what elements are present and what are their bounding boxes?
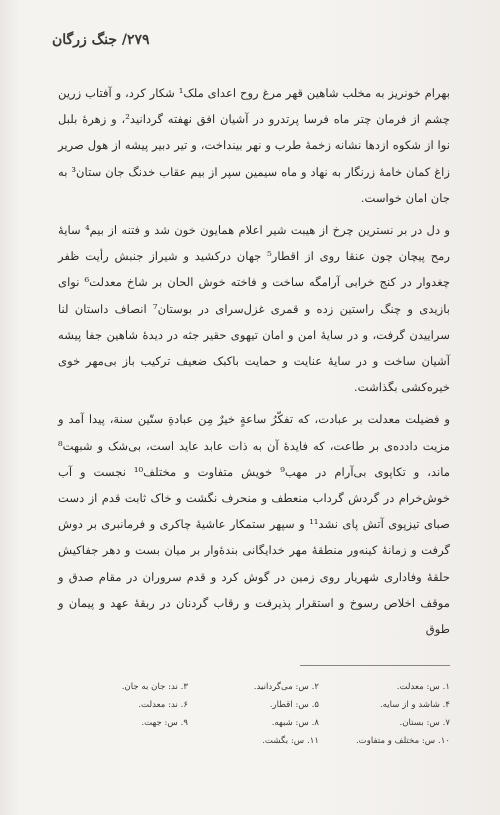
footnote: ۲. س: می‌گردانید.	[253, 682, 319, 692]
footnote: ۱. س: معدلت.	[396, 682, 450, 692]
footnote-row	[58, 734, 450, 752]
footnote: ۱۱. س: بگشت.	[262, 736, 319, 746]
footnotes	[58, 680, 450, 752]
footnote: ۹. س: جهت.	[141, 718, 188, 728]
footnote: ۴. شاشد و از سایه.	[379, 700, 450, 710]
footnote: ۵. س: اقطار.	[269, 700, 319, 710]
paragraph: بهرام خونریز به مخلب شاهین قهر مرغ روح اعدای ملک¹ شکار کرد، و آفتاب زرین چشم از فرمان چتر ماه فرسا پرتدرو در آشیان افق نهفته گردانید²، و زهرهٔ بلبل نوا از شکوه ازدها نشانه زخمهٔ طرب و نهر بینداخت، و تیر دبیر پیشه از هول صریر زاغ کمان خامهٔ زرنگار به نهاد و ماه سیمین سپر از بیم عقاب خدنگ جان ستان³ به جان امان خواست.	[58, 86, 450, 205]
footnote-row	[58, 680, 450, 698]
footnote-row	[58, 716, 450, 734]
page-number-and-title: ۲۷۹/ جنگ زرگان	[52, 32, 150, 48]
paragraph: و دل در بر نسترین چرخ از هیبت شیر اعلام همایون خون شد و فتنه از بیم⁴ سایهٔ رمح پیچان چون عنقا روی از اقطار⁵ جهان درکشید و شیراز جنبش رأیت ظفر چغدوار در کنج خرابی آرامگه ساخت و فاخته خوش الحان بر شاخ معدلت⁶ نوای بازیدی و چنگ راستین زده و قمری غزل‌سرای در بوستان⁷ انصاف داستان لنا سراییدن گرفت، و در سایهٔ امن و امان تیهوی حقیر جثه در دیدهٔ شاهین جفا پیشه آشیان ساخت و در سایهٔ عنایت و حمایت باکبک ضعیف ترکیب باز بی‌مهر خوی خیره‌کشی بگذاشت.	[58, 223, 451, 395]
paragraph: و فضیلت معدلت بر عبادت، که تفکّرُ ساعةٍ خیرٌ مِن عبادةِ ستّین سنة، پیدا آمد و مزیت دادده‌ی بر طاعت، که فایدهٔ آن به ذات عابد عاید است، بی‌شک و شبهت⁸ ماند، و تکاپوی بی‌آرام در مهب⁹ خویش متفاوت و مختلف¹⁰ نجست و آب خوش‌خرام در گردش گرداب منعطف و منحرف نگشت و خاک ثابت قدم از دست صبای تیزپوی آتش پای نشد¹¹ و سپهر ستمکار عاشیهٔ چاکری و فرمانبری بر دوش گرفت و زمانهٔ کینه‌ور منطقهٔ مهر خدایگانی بندهٔ‌وار بر میان بست و دهر جفاکیش حلقهٔ وفاداری شهریار روی زمین در گوش کرد و قدم سروران در مقام صدق و موقف اخلاص رسوخ و استقرار پذیرفت و رقاب گردنان در ربقهٔ عهد و پیمان و طوق	[58, 412, 450, 637]
footnote: ۳. ند: جان به جان.	[121, 682, 188, 692]
footnote: ۷. س: بستان.	[399, 718, 450, 728]
footnote: ۸. س: شبهه.	[271, 718, 319, 728]
footnote-divider	[300, 665, 450, 666]
footnote	[58, 734, 188, 752]
footnote: ۶. ند: معدلت.	[138, 700, 188, 710]
footnote: ۱۰. س: مختلف و متفاوت.	[355, 736, 450, 746]
footnote-row	[58, 698, 450, 716]
main-text	[58, 80, 450, 642]
